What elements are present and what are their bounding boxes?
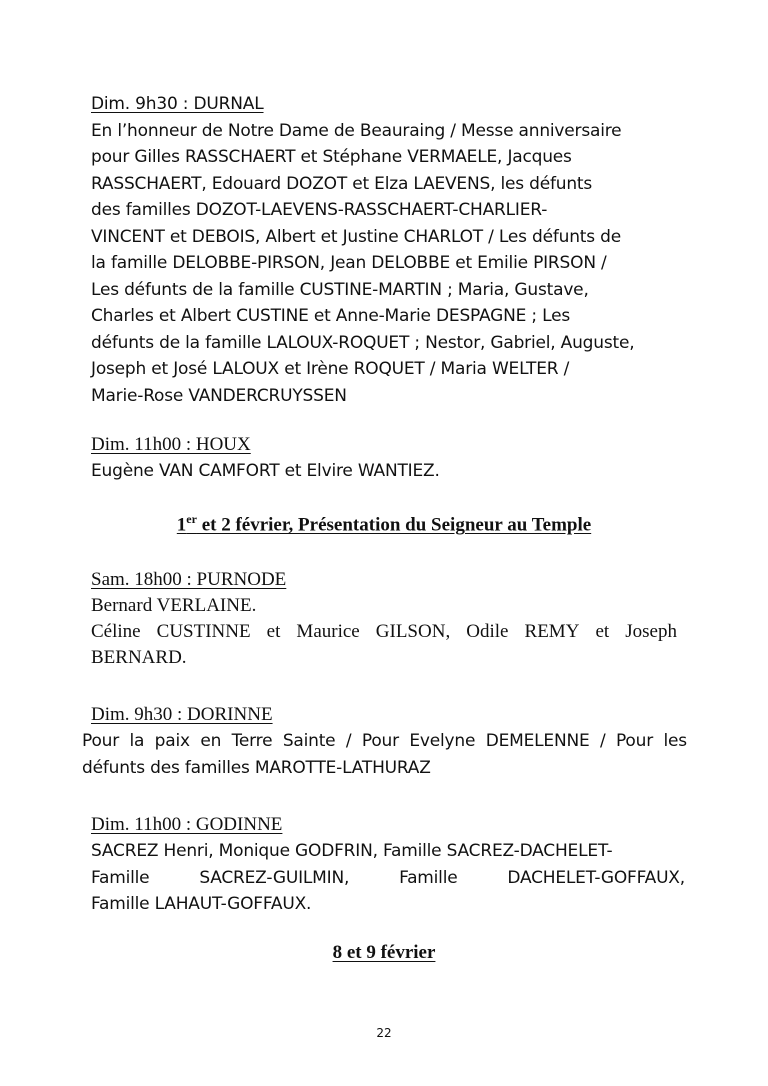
purnode-justified-line — [91, 619, 677, 645]
word: Famille — [399, 867, 458, 888]
durnal-line: RASSCHAERT, Edouard DOZOT et Elza LAEVENS, les défunts — [91, 173, 593, 194]
word: paix — [154, 731, 190, 751]
word: Odile — [466, 621, 509, 642]
houx-section — [91, 432, 681, 485]
section-heading-sup: er — [186, 512, 197, 526]
durnal-line: des familles DOZOT-LAEVENS-RASSCHAERT-CHARLIER- — [91, 200, 548, 220]
word: Maurice — [296, 621, 360, 642]
durnal-line: Marie-Rose VANDERCRUYSSEN — [91, 385, 347, 406]
section-heading-fevrier: 8 et 9 février — [332, 942, 436, 963]
word: Famille — [91, 867, 150, 888]
godinne-justified-line — [91, 865, 685, 892]
word: GILSON, — [375, 621, 451, 642]
word: / — [345, 731, 352, 751]
dorinne-line: défunts des familles MAROTTE-LATHURAZ — [82, 757, 431, 778]
durnal-line: pour Gilles RASSCHAERT et Stéphane VERMAELE, Jacques — [91, 147, 572, 167]
word: la — [129, 731, 145, 751]
section-heading-presentation — [0, 512, 768, 536]
durnal-line: défunts de la famille LALOUX-ROQUET ; Nestor, Gabriel, Auguste, — [91, 332, 635, 353]
godinne-section — [91, 812, 685, 918]
word: REMY — [524, 621, 580, 642]
section-heading-prefix: 1 — [176, 514, 187, 536]
page-number: 22 — [376, 1026, 392, 1040]
houx-heading: Dim. 11h00 : HOUX — [91, 434, 251, 455]
word: Sainte — [282, 731, 336, 751]
word: CUSTINNE — [156, 621, 251, 642]
word: DEMELENNE — [485, 731, 590, 751]
word: Céline — [91, 621, 141, 642]
section-heading-rest: et 2 février, Présentation du Seigneur au Temple — [196, 514, 592, 536]
purnode-heading: Sam. 18h00 : PURNODE — [91, 569, 287, 590]
word: et — [266, 621, 281, 642]
word: SACREZ-GUILMIN, — [199, 867, 350, 888]
durnal-line: Les défunts de la famille CUSTINE-MARTIN ; Maria, Gustave, — [91, 279, 589, 300]
purnode-line: BERNARD. — [91, 647, 187, 668]
word: Terre — [231, 731, 273, 751]
word: Evelyne — [409, 731, 476, 751]
durnal-section — [91, 91, 681, 409]
purnode-section — [91, 567, 677, 671]
dorinne-section — [82, 702, 687, 781]
word: DACHELET-GOFFAUX, — [507, 867, 685, 888]
godinne-line: SACREZ Henri, Monique GODFRIN, Famille SACREZ-DACHELET- — [91, 841, 613, 861]
word: les — [663, 731, 687, 751]
word: en — [200, 731, 222, 751]
purnode-line: Bernard VERLAINE. — [91, 595, 257, 616]
durnal-line: Charles et Albert CUSTINE et Anne-Marie DESPAGNE ; Les — [91, 306, 570, 326]
durnal-line: Joseph et José LALOUX et Irène ROQUET / Maria WELTER / — [91, 359, 570, 379]
houx-line: Eugène VAN CAMFORT et Elvire WANTIEZ. — [91, 461, 440, 481]
word: Pour — [361, 731, 399, 751]
dorinne-justified-line — [82, 728, 687, 755]
word: et — [595, 621, 610, 642]
godinne-heading: Dim. 11h00 : GODINNE — [91, 814, 283, 835]
durnal-line: VINCENT et DEBOIS, Albert et Justine CHARLOT / Les défunts de — [91, 226, 621, 247]
word: / — [599, 731, 606, 751]
word: Joseph — [625, 621, 677, 642]
dorinne-heading: Dim. 9h30 : DORINNE — [91, 704, 273, 725]
durnal-line: En l’honneur de Notre Dame de Beauraing / Messe anniversaire — [91, 120, 622, 141]
durnal-heading: Dim. 9h30 : DURNAL — [91, 94, 264, 114]
durnal-line: la famille DELOBBE-PIRSON, Jean DELOBBE et Emilie PIRSON / — [91, 253, 607, 273]
word: Pour — [82, 731, 120, 751]
word: Pour — [615, 731, 653, 751]
godinne-line: Famille LAHAUT-GOFFAUX. — [91, 894, 312, 914]
